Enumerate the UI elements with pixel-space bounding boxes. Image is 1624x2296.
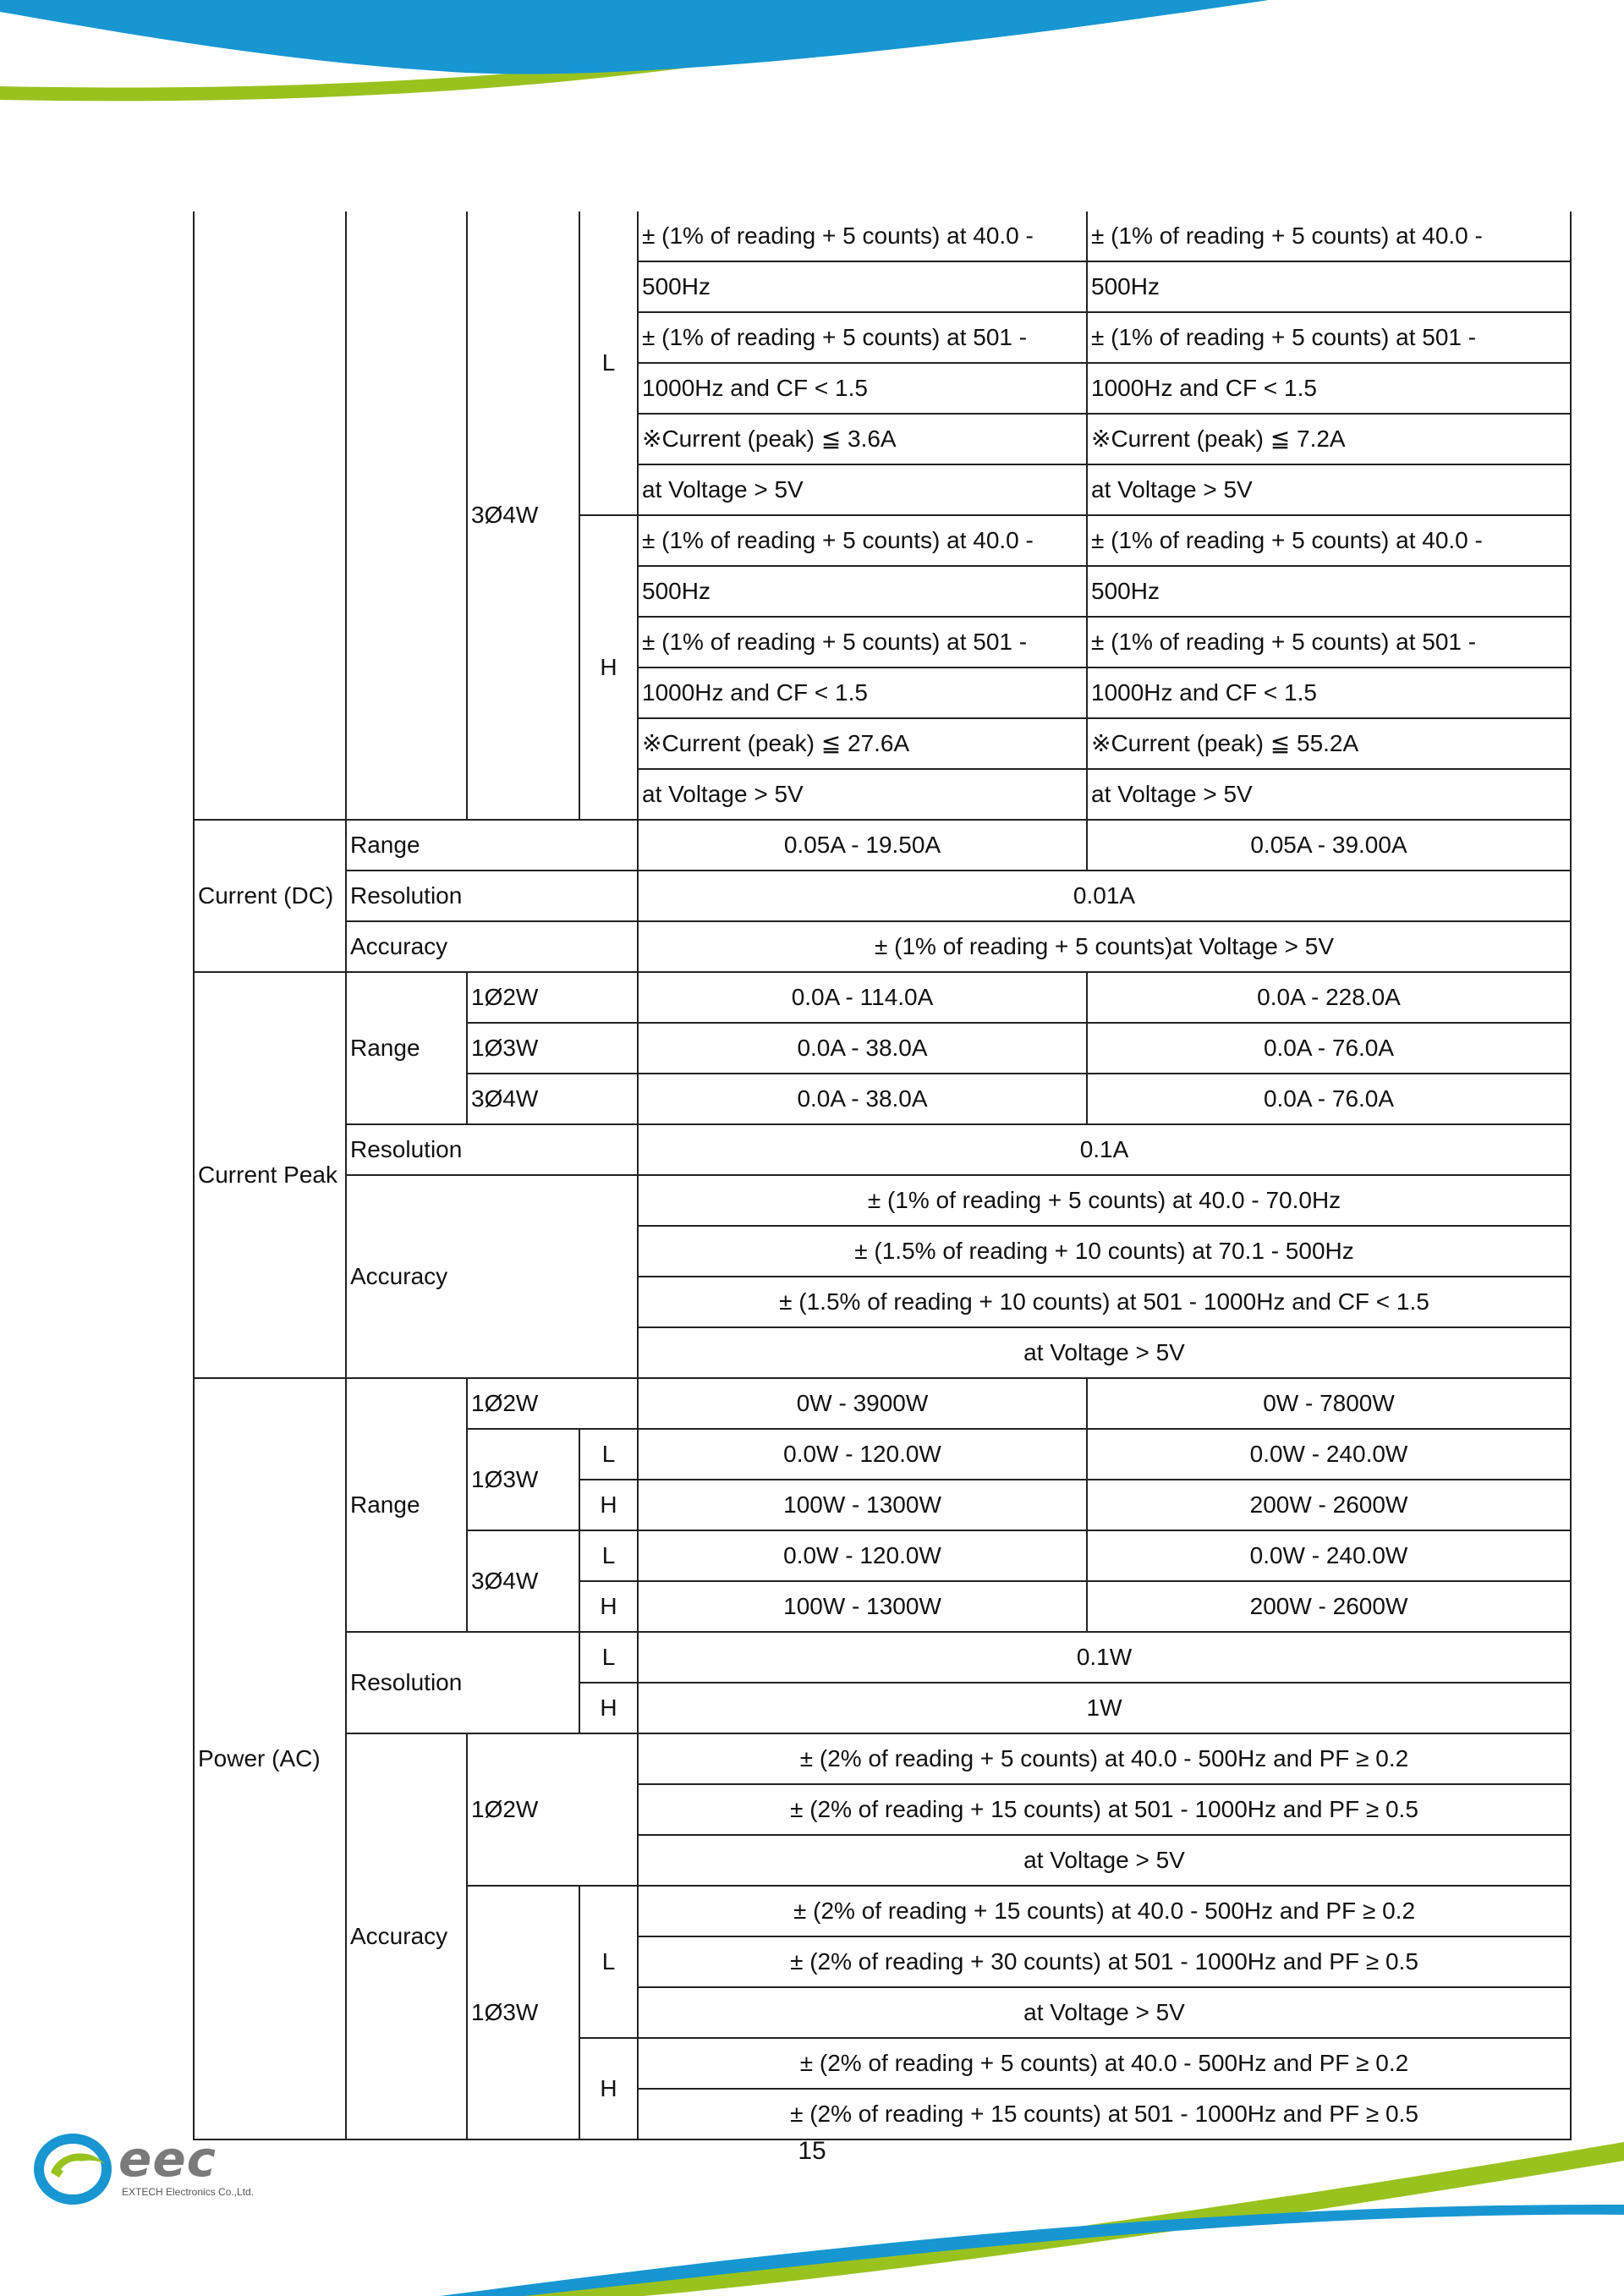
table-cell: 0.0A - 76.0A [1087,1074,1571,1124]
table-cell: Resolution [346,871,638,921]
table-cell: 0.05A - 39.00A [1087,820,1571,871]
table-cell: ± (1% of reading + 5 counts) at 501 - [1087,312,1571,363]
table-row [194,1124,1571,1175]
table-row [194,972,1571,1023]
table-cell: 0.01A [638,871,1571,921]
table-cell: 500Hz [1087,261,1571,312]
table-cell: 1W [638,1683,1571,1733]
table-cell: 1000Hz and CF < 1.5 [1087,363,1571,414]
table-cell: Resolution [346,1124,638,1175]
specification-table [193,211,1572,2140]
table-cell: at Voltage > 5V [638,464,1087,515]
table-cell: 3Ø4W [467,211,579,820]
table-row [194,1632,1571,1683]
table-cell: at Voltage > 5V [638,1987,1571,2038]
table-cell: ± (2% of reading + 5 counts) at 40.0 - 500Hz and PF ≥ 0.2 [638,2038,1571,2089]
table-cell: ± (1% of reading + 5 counts) at 40.0 - [638,211,1087,261]
table-cell: ± (1% of reading + 5 counts) at 501 - [1087,617,1571,667]
logo-text: eec [118,2130,217,2188]
table-cell: 3Ø4W [467,1074,638,1124]
footer-swoosh [0,2127,1624,2296]
table-cell: ± (1.5% of reading + 10 counts) at 70.1 - 500Hz [638,1226,1571,1277]
table-cell: Range [346,820,638,871]
table-cell: 0.05A - 19.50A [638,820,1087,871]
table-cell: L [579,1886,638,2038]
table-cell: 1Ø2W [467,1733,638,1886]
table-cell: ± (1% of reading + 5 counts) at 40.0 - [1087,515,1571,566]
table-cell: Accuracy [346,1733,467,2139]
table-cell: at Voltage > 5V [1087,464,1571,515]
table-cell: 0.0W - 240.0W [1087,1429,1571,1480]
table-cell: ± (2% of reading + 15 counts) at 501 - 1000Hz and PF ≥ 0.5 [638,2089,1571,2139]
table-cell: 500Hz [1087,566,1571,617]
table-cell: 200W - 2600W [1087,1480,1571,1530]
table-cell: 0.0W - 240.0W [1087,1530,1571,1581]
table-cell: ± (2% of reading + 15 counts) at 501 - 1000Hz and PF ≥ 0.5 [638,1784,1571,1835]
table-cell: H [579,1683,638,1733]
table-row [194,871,1571,921]
table-cell: at Voltage > 5V [638,1835,1571,1886]
table-cell: 100W - 1300W [638,1480,1087,1530]
table-cell: 1000Hz and CF < 1.5 [638,363,1087,414]
table-cell: 1Ø3W [467,1886,579,2139]
table-cell: 1Ø2W [467,1378,638,1429]
table-cell: ± (1% of reading + 5 counts) at 40.0 - [638,515,1087,566]
table-cell: ± (2% of reading + 5 counts) at 40.0 - 500Hz and PF ≥ 0.2 [638,1733,1571,1784]
table-cell: Current (DC) [194,820,346,972]
table-cell: 500Hz [638,261,1087,312]
table-cell: ± (1.5% of reading + 10 counts) at 501 - 1000Hz and CF < 1.5 [638,1277,1571,1327]
table-cell: 1000Hz and CF < 1.5 [638,667,1087,718]
table-cell: H [579,2038,638,2139]
table-cell: L [579,1530,638,1581]
table-cell: ※Current (peak) ≦ 27.6A [638,718,1087,769]
table-cell: ± (2% of reading + 15 counts) at 40.0 - 500Hz and PF ≥ 0.2 [638,1886,1571,1936]
table-cell: 500Hz [638,566,1087,617]
table-cell: ± (1% of reading + 5 counts) at 40.0 - 70.0Hz [638,1175,1571,1226]
table-cell: ± (1% of reading + 5 counts) at 501 - [638,617,1087,667]
table-cell: 0.0W - 120.0W [638,1530,1087,1581]
table-row [194,1175,1571,1226]
table-row [194,921,1571,972]
table-cell: 1Ø3W [467,1023,638,1074]
table-cell: Current Peak [194,972,346,1378]
table-cell: 1000Hz and CF < 1.5 [1087,667,1571,718]
table-cell: H [579,1581,638,1632]
table-cell [346,211,467,820]
table-cell: H [579,1480,638,1530]
table-row [194,211,1571,261]
table-cell: Accuracy [346,921,638,972]
table-cell: 3Ø4W [467,1530,579,1632]
table-cell: Range [346,972,467,1124]
table-cell: ※Current (peak) ≦ 7.2A [1087,414,1571,464]
table-row [194,820,1571,871]
specification-table-body [194,211,1571,2139]
table-cell: H [579,515,638,820]
table-cell: ± (1% of reading + 5 counts) at 40.0 - [1087,211,1571,261]
table-cell: 0.0A - 38.0A [638,1074,1087,1124]
table-cell: 0W - 3900W [638,1378,1087,1429]
table-cell: ※Current (peak) ≦ 3.6A [638,414,1087,464]
table-cell: at Voltage > 5V [638,769,1087,820]
logo-subtitle: EXTECH Electronics Co.,Ltd. [122,2186,255,2198]
page-number: 15 [798,2137,826,2165]
table-cell: 0.0A - 76.0A [1087,1023,1571,1074]
table-cell: L [579,1429,638,1480]
table-cell: 0.0A - 114.0A [638,972,1087,1023]
table-cell: ※Current (peak) ≦ 55.2A [1087,718,1571,769]
table-cell: at Voltage > 5V [1087,769,1571,820]
table-cell: at Voltage > 5V [638,1327,1571,1378]
table-cell: Power (AC) [194,1378,346,2139]
table-cell: ± (2% of reading + 30 counts) at 501 - 1000Hz and PF ≥ 0.5 [638,1936,1571,1987]
table-cell: ± (1% of reading + 5 counts) at 501 - [638,312,1087,363]
table-cell: 0.0A - 228.0A [1087,972,1571,1023]
table-cell: Accuracy [346,1175,638,1378]
table-cell: 0.1W [638,1632,1571,1683]
table-cell: L [579,211,638,515]
table-cell: Range [346,1378,467,1632]
table-row [194,1378,1571,1429]
table-cell: 1Ø3W [467,1429,579,1530]
table-cell: 0.0A - 38.0A [638,1023,1087,1074]
table-cell: L [579,1632,638,1683]
table-cell [194,211,346,820]
table-cell: 200W - 2600W [1087,1581,1571,1632]
table-cell: Resolution [346,1632,579,1733]
table-cell: 0.0W - 120.0W [638,1429,1087,1480]
table-cell: 100W - 1300W [638,1581,1087,1632]
table-cell: ± (1% of reading + 5 counts)at Voltage > 5V [638,921,1571,972]
table-cell: 0.1A [638,1124,1571,1175]
table-cell: 1Ø2W [467,972,638,1023]
table-row [194,1733,1571,1784]
header-swoosh [0,0,1624,110]
table-cell: 0W - 7800W [1087,1378,1571,1429]
